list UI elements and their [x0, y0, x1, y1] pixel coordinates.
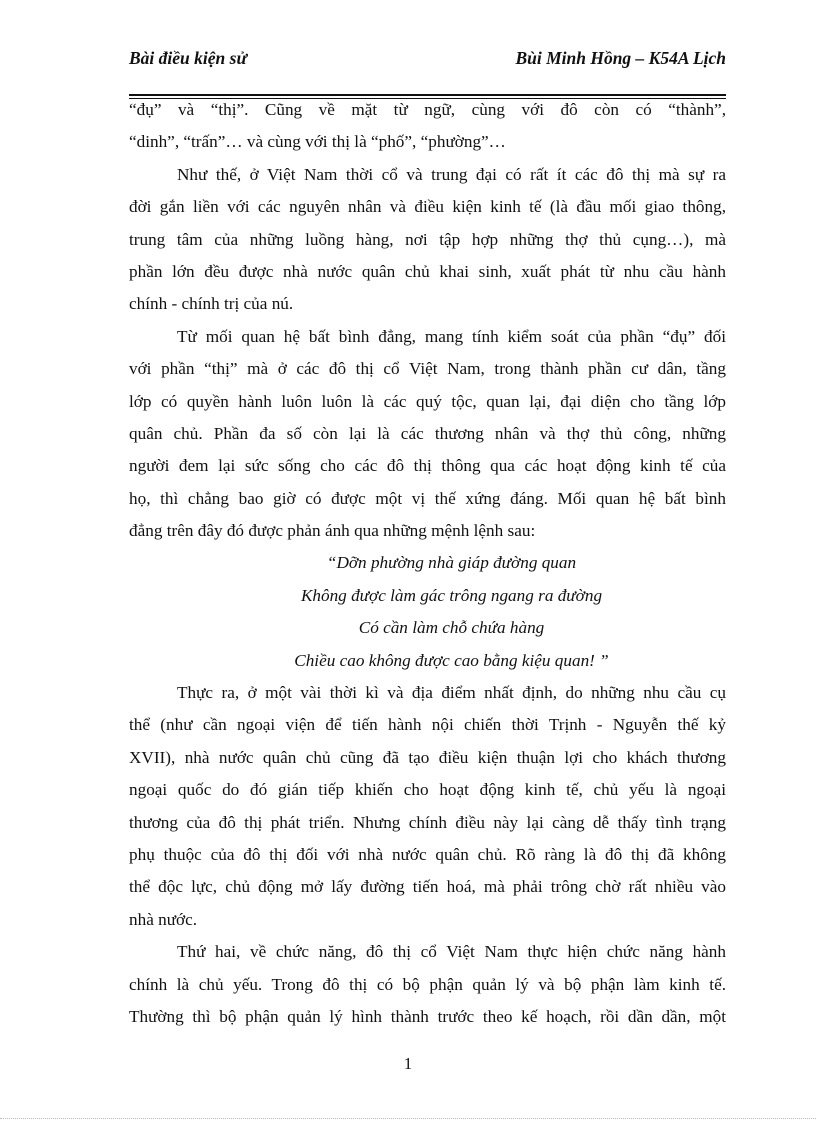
- poem-line: Chiều cao không được cao bằng kiệu quan! ”: [294, 650, 609, 670]
- document-body: [129, 94, 726, 1033]
- text-line: “đụ” và “thị”. Cũng về mặt từ ngữ, cùng với đô còn có “thành”,: [129, 100, 726, 119]
- text-line: phần lớn đều được nhà nước quân chủ khai sinh, xuất phát từ nhu cầu hành: [129, 261, 726, 281]
- poem-line: “Dỡn phường nhà giáp đường quan: [326, 553, 577, 573]
- text-line: thương của đô thị phát triển. Nhưng chính điều này lại càng dễ thấy tình trạng: [129, 812, 726, 832]
- page-bottom-border: [0, 1118, 816, 1119]
- text-line: lớp có quyền hành luôn luôn là các quý tộc, quan lại, đại diện cho tầng lớp: [129, 391, 726, 411]
- poem-quote: [129, 547, 726, 677]
- text-line: chính là chủ yếu. Trong đô thị có bộ phận quản lý và bộ phận làm kinh tế.: [129, 974, 726, 994]
- text-line: phụ thuộc của đô thị đối với nhà nước quân chủ. Rõ ràng là đô thị đã không: [129, 844, 726, 864]
- text-line: quân chủ. Phần đa số còn lại là các thương nhân và thợ thủ công, những: [129, 423, 726, 443]
- header-right-author: Bùi Minh Hồng – K54A Lịch: [515, 48, 726, 68]
- page-number: 1: [403, 1054, 413, 1073]
- text-line: Thường thì bộ phận quản lý hình thành trước theo kế hoạch, rồi dần dần, một: [129, 1006, 726, 1026]
- text-line: chính - chính trị của nú.: [129, 294, 294, 314]
- text-line: Từ mối quan hệ bất bình đẳng, mang tính kiểm soát của phần “đụ” đối: [177, 326, 726, 346]
- text-line: XVII), nhà nước quân chủ cũng đã tạo điều kiện thuận lợi cho khách thương: [129, 747, 726, 767]
- text-line: “dinh”, “trấn”… và cùng với thị là “phố”, “phường”…: [129, 132, 506, 152]
- text-line: Thứ hai, về chức năng, đô thị cổ Việt Nam thực hiện chức năng hành: [177, 942, 726, 962]
- poem-line: Không được làm gác trông ngang ra đường: [300, 585, 603, 605]
- paragraphs-after-poem: [129, 677, 726, 1033]
- page-header: [129, 48, 726, 98]
- poem-line: Có cần làm chỗ chứa hàng: [358, 618, 545, 638]
- text-line: Thực ra, ở một vài thời kì và địa điểm nhất định, do những nhu cầu cụ: [177, 683, 726, 703]
- paragraphs-before-poem: [129, 94, 726, 547]
- header-left-title: Bài điều kiện sử: [129, 48, 247, 68]
- text-line: thể độc lực, chủ động mở lấy đường tiến hoá, mà phải trông chờ rất nhiều vào: [129, 877, 726, 897]
- text-line: người đem lại sức sống cho các đô thị thông qua các hoạt động kinh tế của: [129, 456, 726, 476]
- text-line: nhà nước.: [129, 909, 198, 929]
- text-line: họ, thì chẳng bao giờ có được một vị thế xứng đáng. Mối quan hệ bất bình: [129, 488, 726, 508]
- text-line: thể (như cần ngoại viện để tiến hành nội chiến thời Trịnh - Nguyễn thế kỷ: [129, 715, 726, 735]
- text-line: với phần “thị” mà ở các đô thị cổ Việt Nam, trong thành phần cư dân, tầng: [129, 359, 726, 379]
- text-line: đời gắn liền với các nguyên nhân và điều kiện kinh tế (là đầu mối giao thông,: [129, 197, 726, 217]
- text-line: trung tâm của những luồng hàng, nơi tập hợp những thợ thủ cụng…), mà: [129, 229, 726, 249]
- text-line: Như thế, ở Việt Nam thời cổ và trung đại có rất ít các đô thị mà sự ra: [177, 164, 726, 184]
- text-line: đẳng trên đây đó được phản ánh qua những mệnh lệnh sau:: [129, 521, 536, 541]
- text-line: ngoại quốc do đó gián tiếp khiến cho hoạt động kinh tế, chủ yếu là ngoại: [129, 780, 726, 800]
